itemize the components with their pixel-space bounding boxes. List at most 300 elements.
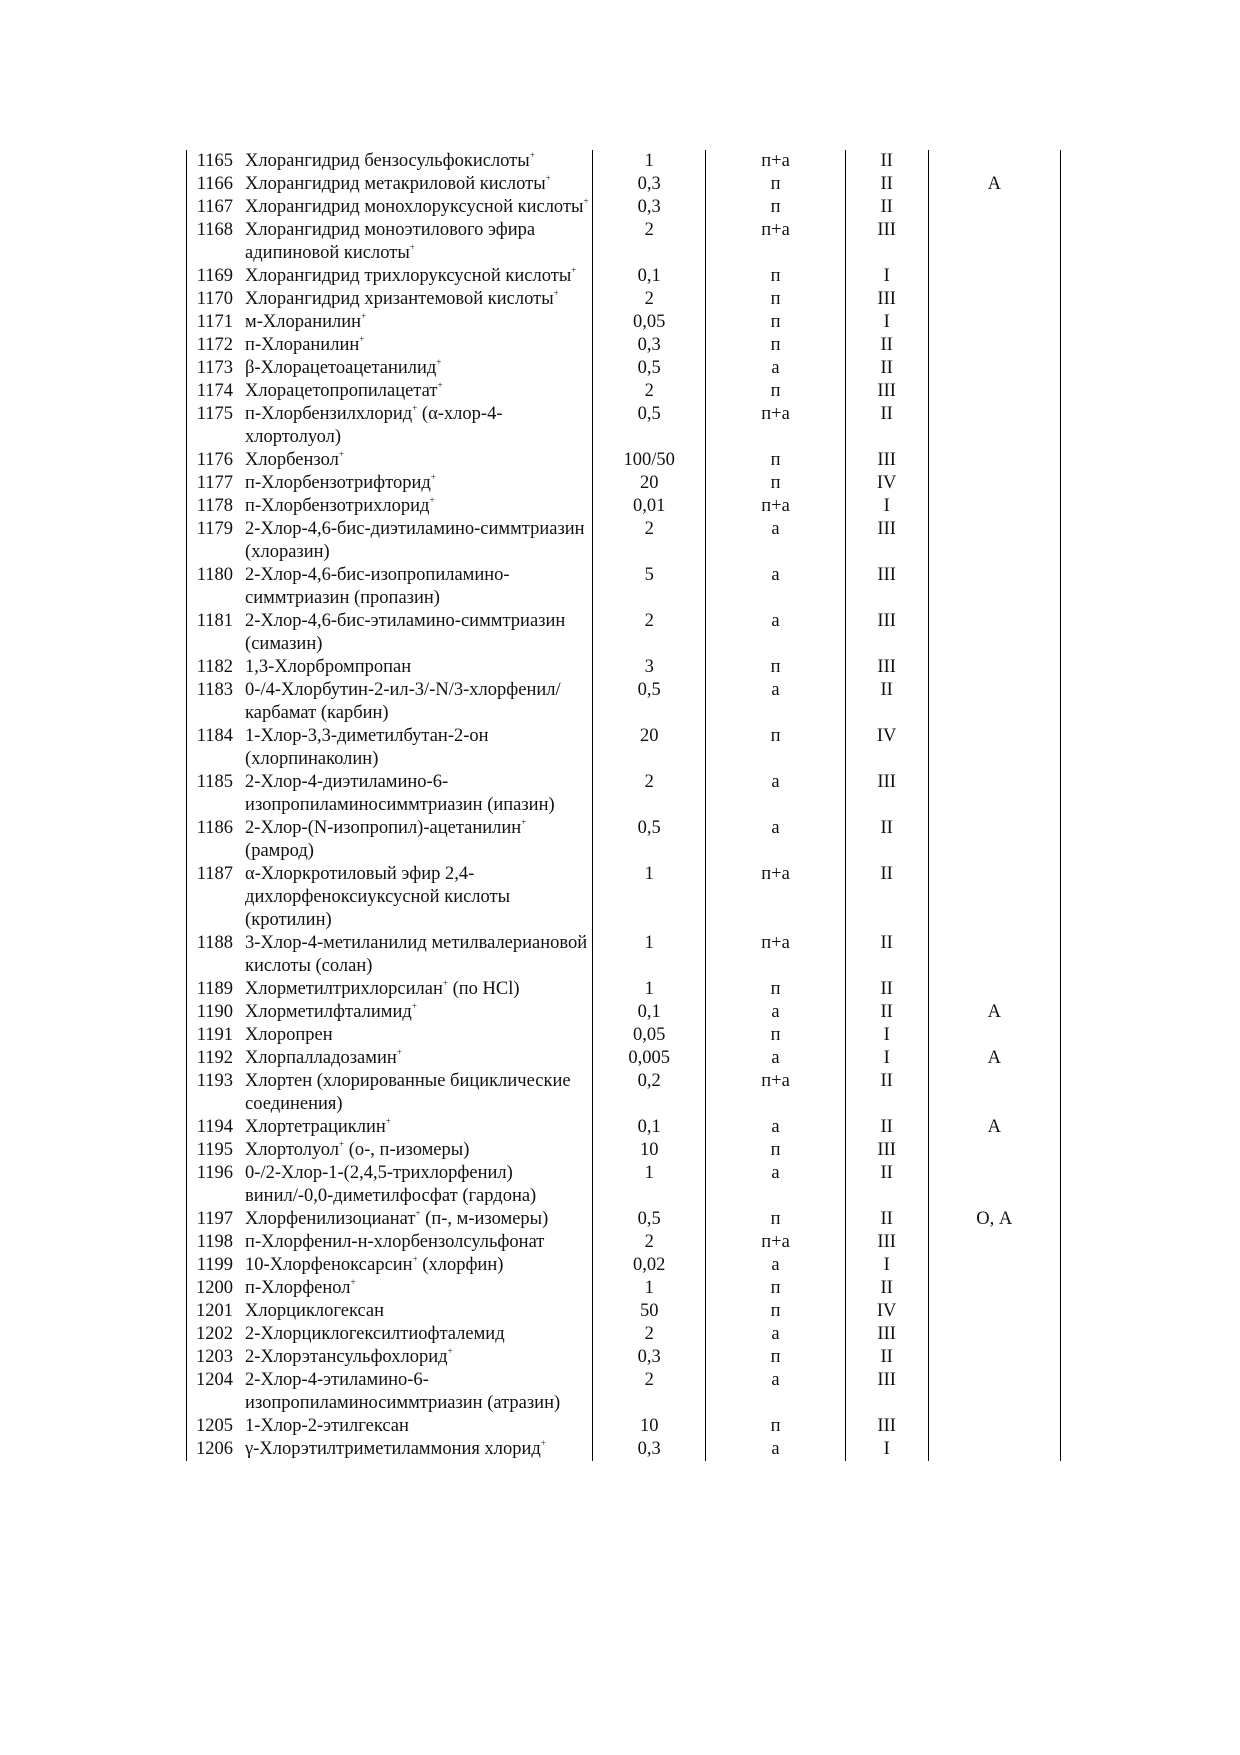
hazard-class: II	[845, 1070, 928, 1116]
table-row	[187, 863, 1061, 932]
hazard-class: IV	[845, 472, 928, 495]
hazard-class: III	[845, 1369, 928, 1415]
plus-mark: +	[412, 1254, 418, 1264]
substance-name	[241, 196, 593, 219]
aggregate-state: а	[706, 1047, 845, 1070]
aggregate-state: п	[706, 1346, 845, 1369]
substance-name-suffix: (α-хлор-4-хлортолуол)	[245, 404, 503, 447]
table-row	[187, 1116, 1061, 1139]
table-row	[187, 288, 1061, 311]
limit-value: 1	[593, 932, 706, 978]
plus-mark: +	[442, 978, 448, 988]
aggregate-state: п+а	[706, 219, 845, 265]
substance-name-text: Хлорацетопропилацетат	[245, 381, 438, 401]
plus-mark: +	[409, 242, 415, 252]
substance-name-text: α-Хлоркротиловый эфир 2,4-дихлорфеноксиуксусной кислоты (кротилин)	[245, 864, 511, 930]
table-row	[187, 1139, 1061, 1162]
effect-note	[928, 518, 1060, 564]
substance-name-text: 10-Хлорфеноксарсин	[245, 1255, 413, 1275]
aggregate-state: п	[706, 173, 845, 196]
aggregate-state: п	[706, 1139, 845, 1162]
limit-value: 0,02	[593, 1254, 706, 1277]
row-number: 1191	[187, 1024, 242, 1047]
plus-mark: +	[571, 265, 577, 275]
aggregate-state: а	[706, 679, 845, 725]
effect-note	[928, 1254, 1060, 1277]
substance-name	[241, 1438, 593, 1461]
limit-value: 20	[593, 472, 706, 495]
table-row	[187, 564, 1061, 610]
effect-note	[928, 311, 1060, 334]
table-row	[187, 1369, 1061, 1415]
table-row	[187, 1024, 1061, 1047]
substance-name	[241, 150, 593, 173]
substance-name	[241, 1415, 593, 1438]
substance-name-text: 2-Хлорциклогексилтиофталемид	[245, 1324, 505, 1344]
substance-name	[241, 1139, 593, 1162]
aggregate-state: а	[706, 357, 845, 380]
substance-name	[241, 564, 593, 610]
hazard-class: IV	[845, 1300, 928, 1323]
effect-note	[928, 1162, 1060, 1208]
substance-name	[241, 1277, 593, 1300]
plus-mark: +	[350, 1277, 356, 1287]
substance-name-text: 1-Хлор-3,3-диметилбутан-2-он (хлорпинаколин)	[245, 726, 489, 769]
aggregate-state: п	[706, 1300, 845, 1323]
substance-name	[241, 817, 593, 863]
table-row	[187, 656, 1061, 679]
effect-note	[928, 932, 1060, 978]
substance-name	[241, 1369, 593, 1415]
effect-note	[928, 1070, 1060, 1116]
substance-name-text: Хлорпалладозамин	[245, 1048, 397, 1068]
substance-name	[241, 863, 593, 932]
aggregate-state: а	[706, 1116, 845, 1139]
row-number: 1204	[187, 1369, 242, 1415]
limit-value: 0,1	[593, 1116, 706, 1139]
effect-note: А	[928, 173, 1060, 196]
substance-name	[241, 403, 593, 449]
aggregate-state: п	[706, 1277, 845, 1300]
row-number: 1184	[187, 725, 242, 771]
aggregate-state: п	[706, 1024, 845, 1047]
substance-name-suffix: (о-, п-изомеры)	[344, 1140, 470, 1160]
substance-name-text: п-Хлорбензилхлорид	[245, 404, 413, 424]
table-row	[187, 1415, 1061, 1438]
aggregate-state: а	[706, 610, 845, 656]
row-number: 1205	[187, 1415, 242, 1438]
substance-name	[241, 1300, 593, 1323]
limit-value: 2	[593, 610, 706, 656]
plus-mark: +	[385, 1116, 391, 1126]
hazard-class: I	[845, 1047, 928, 1070]
limit-value: 5	[593, 564, 706, 610]
row-number: 1200	[187, 1277, 242, 1300]
plus-mark: +	[447, 1346, 453, 1356]
effect-note	[928, 610, 1060, 656]
substance-table	[186, 150, 1061, 1461]
substance-name-text: Хлорангидрид метакриловой кислоты	[245, 174, 546, 194]
hazard-class: III	[845, 219, 928, 265]
limit-value: 1	[593, 1162, 706, 1208]
row-number: 1175	[187, 403, 242, 449]
aggregate-state: а	[706, 1001, 845, 1024]
substance-name	[241, 1024, 593, 1047]
hazard-class: II	[845, 1001, 928, 1024]
aggregate-state: а	[706, 1254, 845, 1277]
limit-value: 2	[593, 219, 706, 265]
hazard-class: III	[845, 380, 928, 403]
limit-value: 1	[593, 150, 706, 173]
table-row	[187, 403, 1061, 449]
effect-note	[928, 817, 1060, 863]
row-number: 1172	[187, 334, 242, 357]
substance-name	[241, 288, 593, 311]
row-number: 1180	[187, 564, 242, 610]
table-row	[187, 1277, 1061, 1300]
hazard-class: III	[845, 1231, 928, 1254]
substance-name	[241, 1231, 593, 1254]
aggregate-state: а	[706, 1162, 845, 1208]
substance-name-text: Хлоропрен	[245, 1025, 333, 1045]
substance-name	[241, 265, 593, 288]
aggregate-state: п+а	[706, 863, 845, 932]
table-row	[187, 1346, 1061, 1369]
row-number: 1176	[187, 449, 242, 472]
effect-note	[928, 449, 1060, 472]
substance-name-text: Хлорфенилизоцианат	[245, 1209, 416, 1229]
aggregate-state: а	[706, 771, 845, 817]
plus-mark: +	[529, 150, 535, 160]
plus-mark: +	[415, 1208, 421, 1218]
substance-name-text: Хлорангидрид хризантемовой кислоты	[245, 289, 554, 309]
row-number: 1199	[187, 1254, 242, 1277]
limit-value: 0,3	[593, 196, 706, 219]
substance-name-text: 0-/2-Хлор-1-(2,4,5-трихлорфенил) винил/-0,0-диметилфосфат (гардона)	[245, 1163, 537, 1206]
aggregate-state: п	[706, 449, 845, 472]
row-number: 1187	[187, 863, 242, 932]
table-row	[187, 978, 1061, 1001]
limit-value: 20	[593, 725, 706, 771]
effect-note	[928, 1277, 1060, 1300]
aggregate-state: п	[706, 311, 845, 334]
effect-note	[928, 978, 1060, 1001]
substance-name-text: Хлортетрациклин	[245, 1117, 386, 1137]
hazard-class: I	[845, 495, 928, 518]
hazard-class: II	[845, 150, 928, 173]
substance-name	[241, 978, 593, 1001]
aggregate-state: п+а	[706, 1231, 845, 1254]
limit-value: 0,5	[593, 817, 706, 863]
hazard-class: II	[845, 1277, 928, 1300]
substance-name-text: Хлорангидрид трихлоруксусной кислоты	[245, 266, 572, 286]
table-row	[187, 495, 1061, 518]
table-row	[187, 518, 1061, 564]
effect-note	[928, 288, 1060, 311]
hazard-class: II	[845, 334, 928, 357]
row-number: 1166	[187, 173, 242, 196]
limit-value: 0,3	[593, 1438, 706, 1461]
table-row	[187, 1070, 1061, 1116]
table-row	[187, 932, 1061, 978]
effect-note	[928, 1300, 1060, 1323]
limit-value: 1	[593, 863, 706, 932]
plus-mark: +	[553, 288, 559, 298]
limit-value: 0,1	[593, 1001, 706, 1024]
row-number: 1183	[187, 679, 242, 725]
hazard-class: II	[845, 173, 928, 196]
effect-note	[928, 863, 1060, 932]
hazard-class: II	[845, 1116, 928, 1139]
row-number: 1174	[187, 380, 242, 403]
row-number: 1170	[187, 288, 242, 311]
substance-name-text: 2-Хлор-4-диэтиламино-6-изопропиламиносиммтриазин (ипазин)	[245, 772, 555, 815]
aggregate-state: п	[706, 265, 845, 288]
substance-name	[241, 311, 593, 334]
hazard-class: II	[845, 679, 928, 725]
substance-name-text: 2-Хлорэтансульфохлорид	[245, 1347, 448, 1367]
limit-value: 0,2	[593, 1070, 706, 1116]
limit-value: 2	[593, 380, 706, 403]
table-row	[187, 265, 1061, 288]
hazard-class: III	[845, 1415, 928, 1438]
limit-value: 1	[593, 978, 706, 1001]
table-row	[187, 1047, 1061, 1070]
hazard-class: I	[845, 265, 928, 288]
substance-name	[241, 380, 593, 403]
limit-value: 0,5	[593, 403, 706, 449]
row-number: 1192	[187, 1047, 242, 1070]
plus-mark: +	[396, 1047, 402, 1057]
substance-name-text: Хлортолуол	[245, 1140, 340, 1160]
row-number: 1195	[187, 1139, 242, 1162]
aggregate-state: п	[706, 978, 845, 1001]
substance-name-text: п-Хлорбензотрифторид	[245, 473, 431, 493]
table-row	[187, 679, 1061, 725]
row-number: 1193	[187, 1070, 242, 1116]
limit-value: 0,5	[593, 679, 706, 725]
substance-name	[241, 1162, 593, 1208]
substance-name-text: Хлорангидрид моноэтилового эфира адипиновой кислоты	[245, 220, 536, 263]
effect-note	[928, 495, 1060, 518]
table-row	[187, 380, 1061, 403]
effect-note	[928, 725, 1060, 771]
substance-name	[241, 932, 593, 978]
substance-name-text: 2-Хлор-4,6-бис-изопропиламино-симмтриазин (пропазин)	[245, 565, 510, 608]
effect-note	[928, 196, 1060, 219]
effect-note	[928, 219, 1060, 265]
limit-value: 2	[593, 288, 706, 311]
row-number: 1201	[187, 1300, 242, 1323]
plus-mark: +	[429, 495, 435, 505]
substance-name-text: 2-Хлор-4,6-бис-этиламино-симмтриазин (симазин)	[245, 611, 566, 654]
effect-note	[928, 403, 1060, 449]
aggregate-state: а	[706, 1369, 845, 1415]
substance-name	[241, 725, 593, 771]
substance-name-text: Хлорметилтрихлорсилан	[245, 979, 443, 999]
limit-value: 1	[593, 1277, 706, 1300]
hazard-class: II	[845, 932, 928, 978]
effect-note	[928, 1024, 1060, 1047]
plus-mark: +	[436, 357, 442, 367]
limit-value: 0,3	[593, 334, 706, 357]
limit-value: 0,3	[593, 173, 706, 196]
substance-name-text: 1-Хлор-2-этилгексан	[245, 1416, 409, 1436]
substance-name	[241, 1070, 593, 1116]
aggregate-state: а	[706, 518, 845, 564]
effect-note	[928, 1369, 1060, 1415]
effect-note	[928, 380, 1060, 403]
hazard-class: III	[845, 610, 928, 656]
effect-note	[928, 1438, 1060, 1461]
hazard-class: I	[845, 1024, 928, 1047]
effect-note: А	[928, 1047, 1060, 1070]
aggregate-state: а	[706, 564, 845, 610]
hazard-class: II	[845, 1162, 928, 1208]
row-number: 1181	[187, 610, 242, 656]
substance-name-suffix: (п-, м-изомеры)	[420, 1209, 549, 1229]
row-number: 1186	[187, 817, 242, 863]
substance-name-text: п-Хлорбензотрихлорид	[245, 496, 430, 516]
plus-mark: +	[521, 817, 527, 827]
table-row	[187, 1208, 1061, 1231]
hazard-class: IV	[845, 725, 928, 771]
substance-name	[241, 449, 593, 472]
hazard-class: III	[845, 656, 928, 679]
hazard-class: III	[845, 518, 928, 564]
substance-name-text: 2-Хлор-4,6-бис-диэтиламино-симмтриазин (хлоразин)	[245, 519, 585, 562]
table-row	[187, 1162, 1061, 1208]
row-number: 1178	[187, 495, 242, 518]
table-row	[187, 173, 1061, 196]
limit-value: 10	[593, 1139, 706, 1162]
limit-value: 0,01	[593, 495, 706, 518]
aggregate-state: п+а	[706, 932, 845, 978]
aggregate-state: п	[706, 288, 845, 311]
substance-name-text: 1,3-Хлорбромпропан	[245, 657, 412, 677]
row-number: 1168	[187, 219, 242, 265]
limit-value: 50	[593, 1300, 706, 1323]
table-row	[187, 817, 1061, 863]
hazard-class: II	[845, 863, 928, 932]
plus-mark: +	[430, 472, 436, 482]
effect-note	[928, 771, 1060, 817]
table-row	[187, 1231, 1061, 1254]
aggregate-state: п	[706, 196, 845, 219]
substance-name	[241, 495, 593, 518]
table-row	[187, 1001, 1061, 1024]
substance-name	[241, 518, 593, 564]
row-number: 1203	[187, 1346, 242, 1369]
hazard-class: II	[845, 196, 928, 219]
effect-note	[928, 1139, 1060, 1162]
aggregate-state: п	[706, 1208, 845, 1231]
row-number: 1202	[187, 1323, 242, 1346]
row-number: 1188	[187, 932, 242, 978]
limit-value: 0,3	[593, 1346, 706, 1369]
row-number: 1196	[187, 1162, 242, 1208]
effect-note	[928, 1346, 1060, 1369]
hazard-class: III	[845, 449, 928, 472]
effect-note	[928, 1323, 1060, 1346]
plus-mark: +	[412, 403, 418, 413]
row-number: 1165	[187, 150, 242, 173]
effect-note	[928, 150, 1060, 173]
substance-name-text: м-Хлоранилин	[245, 312, 362, 332]
limit-value: 0,5	[593, 1208, 706, 1231]
effect-note	[928, 265, 1060, 288]
substance-name-text: 2-Хлор-4-этиламино-6-изопропиламиносиммтриазин (атразин)	[245, 1370, 561, 1413]
substance-name-text: β-Хлорацетоацетанилид	[245, 358, 437, 378]
aggregate-state: п	[706, 725, 845, 771]
substance-name-text: Хлорангидрид монохлоруксусной кислоты	[245, 197, 584, 217]
hazard-class: III	[845, 1323, 928, 1346]
aggregate-state: п	[706, 334, 845, 357]
limit-value: 0,1	[593, 265, 706, 288]
substance-name-text: п-Хлоранилин	[245, 335, 360, 355]
table-row	[187, 771, 1061, 817]
effect-note: А	[928, 1001, 1060, 1024]
substance-name	[241, 219, 593, 265]
row-number: 1189	[187, 978, 242, 1001]
table-row	[187, 1254, 1061, 1277]
effect-note	[928, 564, 1060, 610]
row-number: 1179	[187, 518, 242, 564]
aggregate-state: п+а	[706, 1070, 845, 1116]
limit-value: 2	[593, 1323, 706, 1346]
substance-name	[241, 1116, 593, 1139]
table-row	[187, 150, 1061, 173]
plus-mark: +	[545, 173, 551, 183]
aggregate-state: п	[706, 1415, 845, 1438]
aggregate-state: а	[706, 1438, 845, 1461]
table-body	[187, 150, 1061, 1461]
substance-name	[241, 334, 593, 357]
substance-name-text: Хлортен (хлорированные бициклические соединения)	[245, 1071, 571, 1114]
hazard-class: II	[845, 1208, 928, 1231]
hazard-class: III	[845, 771, 928, 817]
limit-value: 2	[593, 1369, 706, 1415]
substance-name-suffix: (по HCl)	[447, 979, 520, 999]
substance-name-text: γ-Хлорэтилтриметиламмония хлорид	[245, 1439, 541, 1459]
hazard-class: III	[845, 1139, 928, 1162]
aggregate-state: а	[706, 1323, 845, 1346]
limit-value: 2	[593, 518, 706, 564]
substance-name	[241, 1208, 593, 1231]
substance-name	[241, 1001, 593, 1024]
effect-note	[928, 472, 1060, 495]
substance-name-text: Хлорметилфталимид	[245, 1002, 412, 1022]
plus-mark: +	[339, 1139, 345, 1149]
effect-note: О, А	[928, 1208, 1060, 1231]
substance-name-suffix: (рамрод)	[245, 841, 314, 861]
aggregate-state: п+а	[706, 495, 845, 518]
row-number: 1197	[187, 1208, 242, 1231]
row-number: 1177	[187, 472, 242, 495]
hazard-class: III	[845, 564, 928, 610]
aggregate-state: п	[706, 380, 845, 403]
table-row	[187, 472, 1061, 495]
row-number: 1167	[187, 196, 242, 219]
effect-note	[928, 1415, 1060, 1438]
limit-value: 0,05	[593, 1024, 706, 1047]
substance-name-text: 0-/4-Хлорбутин-2-ил-3/-N/3-хлорфенил/карбамат (карбин)	[245, 680, 561, 723]
aggregate-state: п	[706, 656, 845, 679]
table-row	[187, 334, 1061, 357]
row-number: 1185	[187, 771, 242, 817]
effect-note	[928, 334, 1060, 357]
plus-mark: +	[583, 196, 589, 206]
